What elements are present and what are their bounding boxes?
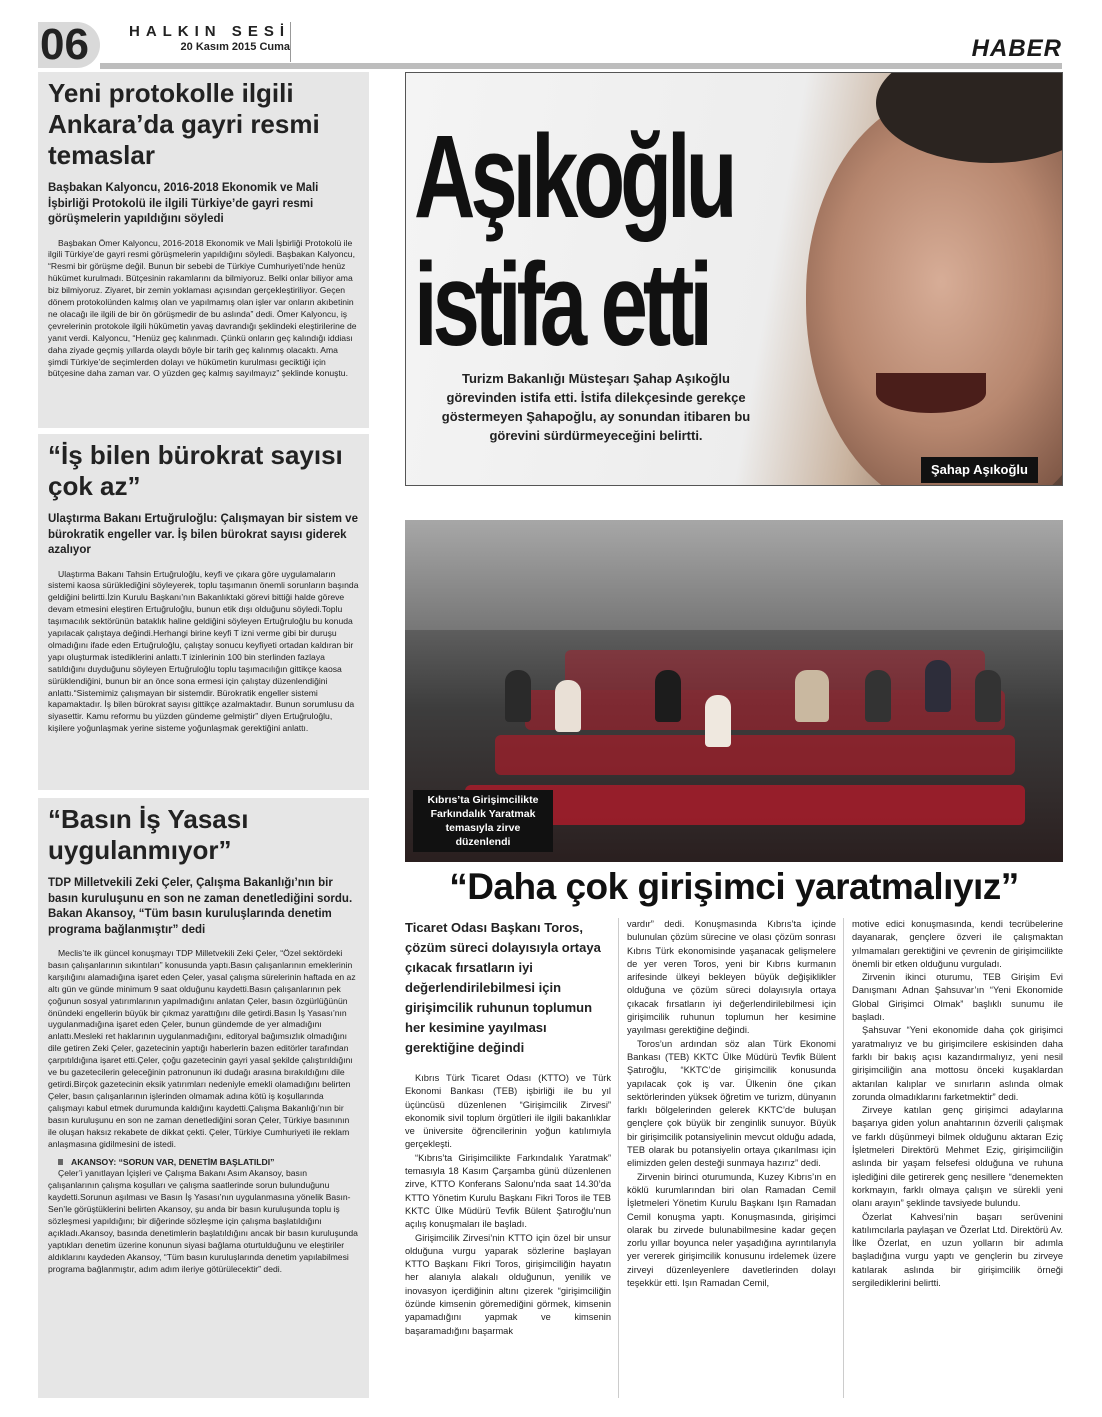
story-entrepreneur-col1: Ticaret Odası Başkanı Toros, çözüm süreci dolayısıyla ortaya çıkacak fırsatların iyi değerlendirilebilmesi için girişimcilik ruhunun toplumun her kesimine yayılması gerektiğine değindi Kıbrıs Türk Ticaret Odası (KTTO) ve Türk Ekonomi Bankası (TEB) işbirliği ile bu yıl üçüncüsü düzenlenen “Girişimcilik Zirvesi” ekonomik sivil toplum örgütleri ile ilgili bakanlıklar ve üniversite öğrencilerinin yoğun katılımıyla gerçekleşti. “Kıbrıs’ta Girişimcilikte Farkındalık Yaratmak” temasıyla 18 Kasım Çarşamba günü düzenlenen zirve, KTTO Konferans Salonu’nda saat 14.30’da KTTO Yönetim Kurulu Başkanı Fikri Toros ile TEB KKTC Ülke Müdürü Tevfik Bülent Şatıroğlu’nun açılış konuşmaları ile başladı. Girişimcilik Zirvesi’nin KTTO için özel bir unsur olduğuna vurgu yaparak sözlerine başlayan KTTO Başkanı Fikri Toros, girişimciliğin hayatın her alanıyla alakalı olduğunun, yenilik ve inovasyon içerdiğinin altını çizerek “girişimciliğin özünde kimsenin göremediğini görmek, kimsenin yapamadığını yapmak ve kimsenin başaramadığını başarmak [405, 920, 611, 1336]
story-entrepreneur-title: “Daha çok girişimci yaratmalıyız” [449, 866, 1019, 907]
feature-lead: Turizm Bakanlığı Müsteşarı Şahap Aşıkoğlu görevinden istifa etti. İstifa dilekçesinde gerekçe göstermeyen Şahapoğlu, ay sonundan itibaren bu görevini sürdürmeyeceğini belirtti. [441, 371, 751, 443]
story-bureaucrat-body: Ulaştırma Bakanı Tahsin Ertuğruloğlu, keyfi ve çıkara göre uygulamaların sistemi kaosa sürüklediğini söyleyerek, toplu taşımanın önemli sorunların başında geldiğini belirtti.İzin Kurulu Başkanı’nın Bakanlıktaki görevi bittiği halde göreve devam etmesini eleştiren Ertuğruloğlu, bunun etik dışı olduğunu söyledi.Toplu taşımacılık sektörünün bataklık haline geldiğini söyleyen Ertuğruloğlu bu konuda yapılacak çalıştaya değindi.Herhangi birine keyfi T izni verme gibi bir duruşu olmadığını ifade eden Ertuğruloğlu, çalıştay sonucu keyfiyeti ortadan kaldıran bir yapı oluşturmak istediklerini anlattı.T izinlerinin 100 bin sterlinden fazlaya satıldığını duyduğunu söyleyen Ertuğruloğlu toplu taşımacılığın gittikçe kaosa sürüklendiğini, bunun bir an önce sona ermesi için çalıştay düzenlendiğini anlattı.“Sistemimiz çalışmayan bir sistemdir. Bürokratik engeller sistemi kapamaktadır. İş bilen bürokrat sayısı gittikçe azalmaktadır. Bunun sorumlusu da siyasettir. Kamu reformu bu yüzden gündeme gelmiştir” diyen Ertuğruloğlu, kişilere yoğunlaşmak yerine sisteme yoğunlaşmak gerektiğini anlattı. [48, 568, 359, 734]
story-protocol-body: Başbakan Ömer Kalyoncu, 2016-2018 Ekonomik ve Mali İşbirliği Protokolü ile ilgili Türkiye’de gayri resmi görüşmelerin yapıldığını söyledi. Başbakan Kalyoncu, “Resmi bir görüşme değil. Bunun bir sebebi de Türkiye Cumhuriyeti’nde henüz hükümet kurulmadı. Bütçesinin rakamlarını da bilmiyoruz. Belki onlar biliyor ama biz bilmiyoruz. Ziyaret, bir zemin yoklaması açısından gerçekleştiriliyor. Geçen dönem protokolünden kalmış olan ve yapılmamış olan işler var onların akıbetinin ne olacağı ile ilgili de bir ön görüşmedir de bu aslında” dedi. Ömer Kalyoncu, iş çevrelerinin protokole ilgili hükümetin yavaş davrandığı şeklindeki eleştirilerine de yanıt verdi. Kalyoncu, “Henüz geç kalınmadı. Çünkü onların geç kalındığı iddiası daha ziyade geçmiş yıllarda olaydı böyle bir tarih geç kalınmış olacaktı. Ama şimdi Türkiye’de seçimlerden dolayı ve hükümetin kurulması geciktiği için bütçesine daha zaman var. O yüzden geç kalmış sayılmayız” şeklinde konuştu. [48, 237, 357, 379]
story-protocol-lead: Başbakan Kalyoncu, 2016-2018 Ekonomik ve Mali İşbirliği Protokolü ile ilgili Türkiye’de gayri resmi görüşmelerin yapıldığını söyledi [48, 182, 319, 225]
section-label: HABER [971, 35, 1062, 62]
issue-date: 20 Kasım 2015 Cuma [180, 41, 290, 53]
story-bureaucrat-title: “İş bilen bürokrat sayısı çok az” [48, 440, 343, 501]
story-press-law-lead: TDP Milletvekili Zeki Çeler, Çalışma Bakanlığı’nın bir basın kuruluşunu en son ne zaman denetlediğini sordu. Bakan Akansoy, “Tüm basın kuruluşlarında denetim programa bağlanmıştır” dedi [48, 877, 353, 936]
story-entrepreneur-lead: Ticaret Odası Başkanı Toros, çözüm süreci dolayısıyla ortaya çıkacak fırsatların iyi değerlendirilebilmesi için girişimcilik ruhunun toplumun her kesimine yayılması gerektiğine değindi [405, 920, 601, 1055]
paper-name: HALKIN SESİ [128, 23, 290, 40]
feature-headline: Aşıkoğlu istifa etti [414, 111, 733, 371]
masthead [120, 24, 290, 54]
story-entrepreneur-col3: motive edici konuşmasında, kendi tecrübelerine dayanarak, gençlere özveri ile çalışmaktan yılmamaları gerektiğini ve çevrenin de girişimcilikte önemli bir etken olduğunu vurguladı. Zirvenin ikinci oturumu, TEB Girişim Evi Danışmanı Adnan Şahsuvar’ın “Yeni Ekonomide Global Girişimci Olmak” başlıklı sunumu ile başladı. Şahsuvar “Yeni ekonomide daha çok girişimci yaratmalıyız ve bu girişimcilere eskisinden daha farklı bir bakış açısı kazandırmalıyız, yeni nesil girişimciliğin ana mottosu önceki kuşaklardan aktarılan kalıplar ve sınırların aslında olmak zorunda olmadıklarını farketmektir” dedi. Zirveye katılan genç girişimci adaylarına başarıya giden yolun anahtarının özverili çalışmak ve farklı düşünmeyi bilmek olduğunu aktaran Eziç İşletmeleri Direktörü Mehmet Eziç, girişimciliğin aslında bir yaşam felsefesi olduğuna ve ruhuna işlediğini dile getirerek genç nesillere “denemekten korkmayın, farklı olmaya çalışın ve sürekli yeni olanı arayın” şeklinde tavsiyede bulundu. Özerlat Kahvesi’nin başarı serüvenini katılımcılarla paylaşan ve Özerlat Ltd. Direktörü Av. İlke Özerlat, en uzun yolların bir adımla başladığına vurgu yaptı ve gençlerin bu zirveye katılarak aslında bir girişimcilik örneği sergilediklerini belirtti. [852, 919, 1063, 1289]
story-protocol-title: Yeni protokolle ilgili Ankara’da gayri resmi temaslar [48, 78, 320, 170]
attendee [505, 670, 531, 722]
story-press-law-body: Meclis’te ilk güncel konuşmayı TDP Milletvekili Zeki Çeler, “Özel sektördeki basın çalışanlarının sıkıntıları” konusunda yaptı.Basın çalışanlarının emeklerinin karşılığını alamadığına işaret eden Çeler, yasal çalışma sürelerinin haftada en az altı gün ve günde minimum 9 saat olduğunu kaydetti.Basın çalışanlarının pek çoğunun sosyal yatırımlarının yapılmadığını anlatan Çeler, basın özgürlüğünün önündeki engellerin büyük bir çıkmaz yarattığını dile getirdi.Basın İş Yasası’nın uygulanmadığına işaret eden Çeler, bunun gündemde de yer almadığını anlattı.Mesleki ret haklarının uygulanmadığını, editoryal bağımsızlık olmadığını dile getiren Zeki Çeler, gazetecinin yaptığı haberlerin bazen editörler tarafından çarpıtıldığına işaret etti.Çeler, çoğu gazetecinin gayri yasal şekilde çalıştırıldığını ve bu gazetecilerin geleceğinin patronunun iki dudağı arasına bırakıldığını dile getirdi.Birçok gazetecinin eksik yatırımları nedeniyle emekli olamadığını belirten Çeler, basın çalışanlarının işlerinden olmamak adına kötü iş koşullarında çalışmayı kabul etmek durumunda kaldığını kaydetti.Çalışma Bakanlığı’nın bir basın kuruluşunu en son ne zaman denetlediğini soran Çeler, Türkiye basınının ile oluşan haksız rekabete de dikkat çekti. Çeler, Türkiye Cumhuriyeti ile reklam anlaşmasına gidilmesini de istedi. AKANSOY: “SORUN VAR, DENETİM BAŞLATILDI” Çeler’i yanıtlayan İçişleri ve Çalışma Bakanı Asım Akansoy, basın çalışanlarının çalışma koşulları ve çalışma saatlerinde sorun bulunduğunu kaydetti.Sorunun aşılması ve Basın İş Yasası’nın uygulanmasına yönelik Basın-Sen’le görüştüklerini belirten Akansoy, şu anda bir basın kuruluşunda toplu iş sözleşmesi yapıldığını; bir diğerinde sözleşme için çalışma başlatıldığını açıkladı.Akansoy, basında denetimlerin başlatıldığını ancak bir basın kuruluşunda yaptıkları denetim üzerine konunun siyasi bağlama oturtulduğunu ve eleştiriler aldıklarını kaydeden Akansoy, “Tüm basın kuruluşlarında denetim yapılabilmesi programa bağlanmıştır, adım adım ileriye götürülecektir” dedi. [48, 948, 358, 1274]
attendee [705, 695, 731, 747]
attendee [975, 670, 1001, 722]
seat-row [495, 735, 1015, 775]
story-press-law-subhead: AKANSOY: “SORUN VAR, DENETİM BAŞLATILDI” [48, 1156, 359, 1168]
portrait-caption: Şahap Aşıkoğlu [921, 457, 1038, 483]
attendee [795, 670, 829, 722]
story-press-law-title: “Basın İş Yasası uygulanmıyor” [48, 804, 249, 865]
portrait-mouth [876, 373, 986, 413]
feature-resignation [405, 72, 1063, 486]
attendee [555, 680, 581, 732]
story-entrepreneur-col2: vardır” dedi. Konuşmasında Kıbrıs’ta içinde bulunulan çözüm sürecine ve olası çözüm sonrası Kıbrıs Türk ekonomisinde yaşanacak gelişmelere de yer veren Toros, yeni bir Kıbrıs kurmanın arifesinde ülkeyi bekleyen büyük değişiklikler olduğuna ve çözüm süreci dolayısıyla ortaya çıkacak fırsatların iyi değerlendirilebilmesi için girişimcilik ruhunun toplumun her kesimine yayılması gerektiğine değindi. Toros’un ardından söz alan Türk Ekonomi Bankası (TEB) KKTC Ülke Müdürü Tevfik Bülent Şatıroğlu, “KKTC’de girişimcilik konusunda yapılacak çok iş var. Ülkenin öne çıkan sektörlerinden yüksek öğretim ve turizm, dünyanın farklı bölgelerinden gelerek KKTC’de buluşan gençlere çok büyük bir zenginlik sunuyor. Büyük bir girişimcilik potansiyelinin mevcut olduğu adada, TEB olarak bu potansiyelin ortaya çıkarılması için elimizden gelen desteği sunmaya hazırız” dedi. Zirvenin birinci oturumunda, Kuzey Kıbrıs’ın en köklü kurumlarından biri olan Ramadan Cemil İşletmeleri Yönetim Kurulu Başkanı Işın Ramadan Cemil konuşma yaptı. Konuşmasında, girişimci olarak bu zirvede bulunabilmesine kadar geçen zorlu yıllar boyunca neler yaşadığına ayrıntılarıyla yer vererek girişimcilik konusunu irdelemek üzere zirveyi düzenleyenlere davetlerinden dolayı teşekkür etti. Işın Ramadan Cemil, [627, 919, 836, 1289]
story-bureaucrat-lead: Ulaştırma Bakanı Ertuğruloğlu: Çalışmayan bir sistem ve bürokratik engeller var. İş bilen bürokrat sayısı giderek azalıyor [48, 513, 358, 556]
attendee [925, 660, 951, 712]
attendee [655, 670, 681, 722]
header-rule [100, 63, 1062, 69]
summit-photo [405, 520, 1063, 862]
masthead-divider [290, 22, 291, 62]
attendee [865, 670, 891, 722]
page-number: 06 [38, 22, 100, 68]
seat-row [565, 650, 985, 690]
story-bureaucrat [38, 434, 369, 790]
column-divider [843, 918, 844, 1398]
summit-photo-caption: Kıbrıs’ta Girişimcilikte Farkındalık Yaratmak temasıyla zirve düzenlendi [413, 790, 553, 852]
subhead-marker [58, 1159, 63, 1165]
story-protocol [38, 72, 369, 428]
hall-wall [405, 520, 1063, 630]
story-press-law [38, 798, 369, 1398]
column-divider [618, 918, 619, 1398]
